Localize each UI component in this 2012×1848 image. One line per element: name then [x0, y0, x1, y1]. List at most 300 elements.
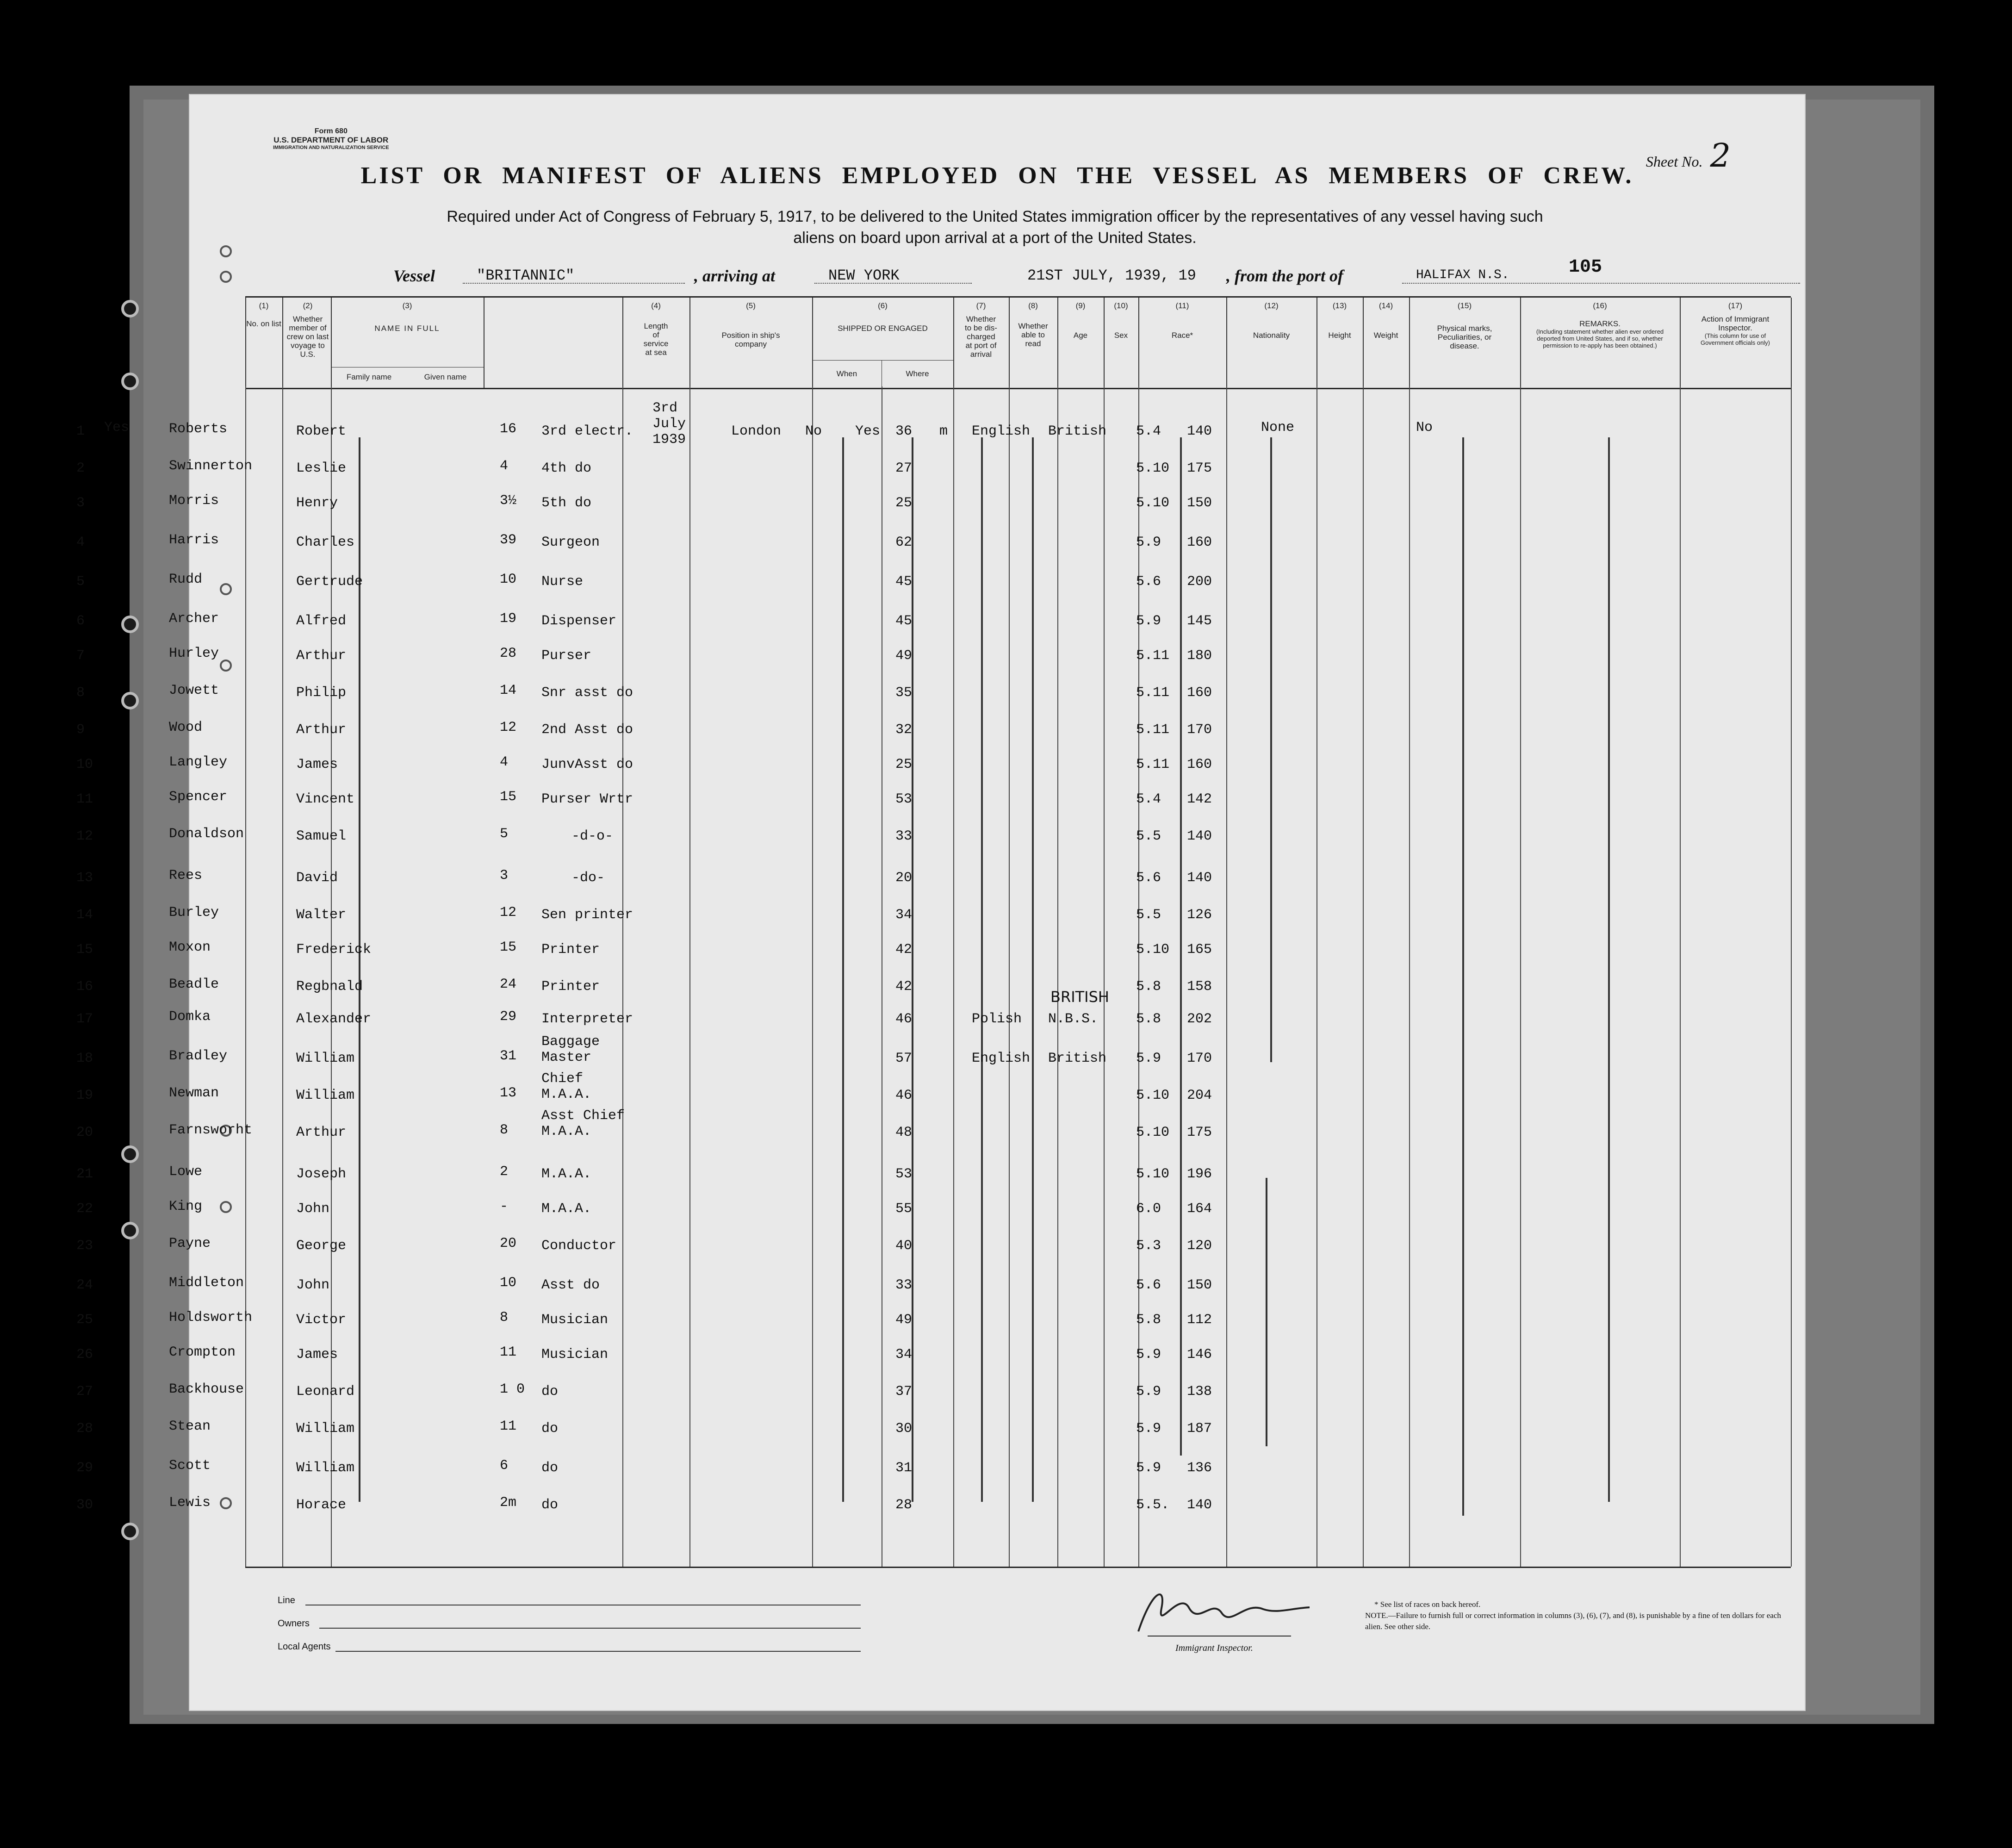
given-name: James	[296, 1347, 338, 1363]
col11-header: (11) Race*	[1171, 301, 1193, 340]
ditto-line	[981, 437, 983, 1502]
col7-header: (7) Whether to be dis-charged at port of arrival	[965, 301, 997, 359]
col16-header: (16) REMARKS. (Including statement whether alien ever ordered deported from United States, and if so, whether permission to re-apply has been obtained.)	[1536, 301, 1664, 349]
family-name: Harris	[169, 532, 219, 548]
family-name: Backhouse	[169, 1381, 244, 1397]
height: 5.9	[1136, 535, 1161, 550]
age: 45	[895, 574, 913, 590]
service-length: 4	[500, 458, 509, 474]
weight: 160	[1187, 685, 1212, 701]
race-note: * See list of races on back hereof.	[1374, 1600, 1481, 1609]
age: 25	[895, 495, 913, 511]
page-reference-number: 105	[1569, 257, 1602, 278]
where-header: Where	[906, 369, 929, 378]
service-length: 20	[500, 1236, 517, 1251]
service-length: 39	[500, 532, 517, 548]
col17-header: (17) Action of Immigrant Inspector. (This column for use of Government officials only)	[1700, 301, 1770, 346]
family-name: Bradley	[169, 1048, 228, 1064]
local-agents-label: Local Agents	[278, 1642, 331, 1652]
given-name: Charles	[296, 535, 355, 550]
row-number: 25	[76, 1312, 93, 1328]
ditto-line	[1608, 437, 1610, 1502]
row-number: 2	[76, 460, 85, 476]
service-length: 6	[500, 1458, 509, 1474]
family-name: Morris	[169, 493, 219, 509]
position-line-1: Asst Chief	[541, 1108, 625, 1124]
weight: 126	[1187, 907, 1212, 923]
family-name: Burley	[169, 905, 219, 921]
given-name: Gertrude	[296, 574, 363, 590]
given-name: Philip	[296, 685, 347, 701]
height: 5.11	[1136, 685, 1170, 701]
service-length: 10	[500, 1275, 517, 1291]
service-length: 2	[500, 1164, 509, 1180]
physical-marks: None	[1261, 420, 1295, 436]
ship-position: 4th do	[541, 460, 592, 476]
family-name: Lewis	[169, 1495, 211, 1511]
form-identifier	[273, 127, 389, 150]
row-number: 1	[76, 423, 85, 439]
age: 53	[895, 791, 913, 807]
service-length: 24	[500, 977, 517, 992]
ship-position: -d-o-	[571, 828, 614, 844]
age: 42	[895, 942, 913, 958]
given-name: Henry	[296, 495, 338, 511]
height: 5.11	[1136, 722, 1170, 738]
age: 36	[895, 423, 913, 439]
height: 5.11	[1136, 648, 1170, 664]
position-line-1: Baggage	[541, 1034, 600, 1050]
height: 5.10	[1136, 460, 1170, 476]
family-name: Langley	[169, 754, 228, 770]
ditto-line	[1270, 437, 1272, 1062]
binder-hole	[121, 692, 139, 709]
age: 25	[895, 757, 913, 772]
service-length: 1 0	[500, 1381, 525, 1397]
age: 55	[895, 1201, 913, 1217]
given-name: William	[296, 1051, 355, 1066]
height: 5.8	[1136, 1312, 1161, 1328]
given-name: William	[296, 1460, 355, 1476]
row-number: 17	[76, 1011, 93, 1027]
ship-position: Nurse	[541, 574, 584, 590]
given-name: David	[296, 870, 338, 886]
arriving-dotted-line	[814, 283, 972, 284]
age: 34	[895, 907, 913, 923]
service-length: 28	[500, 646, 517, 661]
given-name: Arthur	[296, 1125, 347, 1140]
ship-position: JunvAsst do	[541, 757, 633, 772]
weight: 142	[1187, 791, 1212, 807]
owners-field	[319, 1628, 861, 1629]
weight: 140	[1187, 423, 1212, 439]
height: 5.5.	[1136, 1497, 1170, 1513]
weight: 145	[1187, 613, 1212, 629]
age: 48	[895, 1125, 913, 1140]
service-length: 13	[500, 1085, 517, 1101]
col15-header: (15) Physical marks, Peculiarities, or disease.	[1437, 301, 1492, 350]
from-port-label: , from the port of	[1226, 267, 1344, 285]
ditto-line	[1032, 437, 1034, 1502]
ship-position: M.A.A.	[541, 1201, 592, 1217]
position-line-2: M.A.A.	[541, 1087, 592, 1102]
ship-position: Musician	[541, 1347, 609, 1363]
height: 5.8	[1136, 979, 1161, 995]
service-length: 15	[500, 789, 517, 805]
ditto-line	[1180, 437, 1182, 1456]
row-number: 15	[76, 942, 93, 958]
weight: 170	[1187, 1051, 1212, 1066]
ring-mark	[220, 660, 232, 672]
ship-position: M.A.A.	[541, 1166, 592, 1182]
family-name: Newman	[169, 1085, 219, 1101]
height: 5.9	[1136, 1384, 1161, 1400]
family-name: Middleton	[169, 1275, 244, 1291]
weight: 170	[1187, 722, 1212, 738]
age: 32	[895, 722, 913, 738]
height: 5.4	[1136, 423, 1161, 439]
height: 5.3	[1136, 1238, 1161, 1254]
age: 28	[895, 1497, 913, 1513]
row-number: 20	[76, 1125, 93, 1140]
ship-position: do	[541, 1421, 559, 1437]
shipped-subheader-rule	[812, 360, 953, 361]
from-port-dotted-line	[1402, 283, 1800, 284]
height: 5.10	[1136, 1088, 1170, 1103]
binder-hole	[121, 373, 139, 390]
family-name: Stean	[169, 1419, 211, 1434]
table-body	[245, 386, 1791, 1568]
row-number: 9	[76, 722, 85, 738]
weight: 196	[1187, 1166, 1212, 1182]
ship-position: Interpreter	[541, 1011, 633, 1027]
line-label: Line	[278, 1595, 295, 1605]
shipped-where: London	[731, 423, 782, 439]
col6-header: (6) SHIPPED OR ENGAGED	[838, 301, 928, 333]
family-name: Payne	[169, 1236, 211, 1251]
remarks: No	[1416, 420, 1433, 436]
weight: 175	[1187, 460, 1212, 476]
service-length: 15	[500, 940, 517, 955]
manifest-sheet	[76, 95, 1805, 1710]
able-to-read: Yes	[855, 423, 881, 439]
document-title: LIST OR MANIFEST OF ALIENS EMPLOYED ON THE VESSEL AS MEMBERS OF CREW.	[360, 162, 1634, 189]
service-length: 11	[500, 1419, 517, 1434]
row-number: 11	[76, 791, 93, 807]
weight: 140	[1187, 870, 1212, 886]
family-name: Donaldson	[169, 826, 244, 842]
ditto-line	[842, 437, 844, 1502]
ditto-line	[359, 437, 360, 1502]
weight: 160	[1187, 757, 1212, 772]
ditto-line	[1462, 437, 1464, 1516]
ditto-line	[1266, 1178, 1267, 1446]
service-length: 29	[500, 1009, 517, 1025]
col9-header: (9) Age	[1073, 301, 1088, 340]
when-header: When	[836, 369, 857, 378]
weight: 150	[1187, 1277, 1212, 1293]
weight: 140	[1187, 1497, 1212, 1513]
height: 5.6	[1136, 574, 1161, 590]
row-number: 5	[76, 574, 85, 590]
local-agents-field	[335, 1651, 861, 1652]
family-name: Rudd	[169, 572, 203, 587]
height: 5.9	[1136, 613, 1161, 629]
given-name: George	[296, 1238, 347, 1254]
ship-position: 3rd electr.	[541, 423, 633, 439]
given-name: James	[296, 757, 338, 772]
col1-header: (1) No. on list	[246, 301, 281, 328]
col10-header: (10) Sex	[1114, 301, 1128, 340]
ditto-line	[912, 437, 913, 1502]
ship-position: Surgeon	[541, 535, 600, 550]
family-name: Roberts	[169, 421, 228, 437]
service-length: 3	[500, 868, 509, 884]
weight: 138	[1187, 1384, 1212, 1400]
service-length: -	[500, 1199, 509, 1214]
row-number: 16	[76, 979, 93, 995]
ship-position: do	[541, 1384, 559, 1400]
binder-hole	[121, 1145, 139, 1163]
service-length: 8	[500, 1310, 509, 1325]
row-number: 13	[76, 870, 93, 886]
from-port: HALIFAX N.S.	[1416, 268, 1509, 282]
family-name: Lowe	[169, 1164, 203, 1180]
age: 46	[895, 1088, 913, 1103]
ship-position: Purser Wrtr	[541, 791, 633, 807]
given-name: Regbnald	[296, 979, 363, 995]
age: 49	[895, 648, 913, 664]
age: 33	[895, 1277, 913, 1293]
row-number: 3	[76, 495, 85, 511]
age: 45	[895, 613, 913, 629]
row-number: 19	[76, 1088, 93, 1103]
family-name: Crompton	[169, 1344, 236, 1360]
row-number: 24	[76, 1277, 93, 1293]
weight: 187	[1187, 1421, 1212, 1437]
age: 35	[895, 685, 913, 701]
footer-notes	[1365, 1599, 1791, 1632]
height: 5.9	[1136, 1051, 1161, 1066]
shipped-when: 3rd July 1939	[652, 400, 686, 448]
ring-mark	[220, 1497, 232, 1509]
given-name: Vincent	[296, 791, 355, 807]
vessel-name: "BRITANNIC"	[477, 267, 575, 284]
weight: 140	[1187, 828, 1212, 844]
position-line-1: Chief	[541, 1071, 584, 1087]
col8-header: (8) Whether able to read	[1018, 301, 1048, 348]
subtitle-line-1: Required under Act of Congress of February 5, 1917, to be delivered to the United States immigration officer by the representatives of any vessel having such	[447, 208, 1543, 225]
weight: 112	[1187, 1312, 1212, 1328]
position-line-2: M.A.A.	[541, 1124, 592, 1139]
given-name: Arthur	[296, 722, 347, 738]
ring-mark	[220, 245, 232, 257]
given-name: Samuel	[296, 828, 347, 844]
given-name: Victor	[296, 1312, 347, 1328]
row-number: 18	[76, 1051, 93, 1066]
service-length: 12	[500, 720, 517, 735]
discharged-at-port: No	[805, 423, 822, 439]
ship-position: Conductor	[541, 1238, 617, 1254]
height: 5.6	[1136, 1277, 1161, 1293]
given-name: William	[296, 1421, 355, 1437]
weight: 175	[1187, 1125, 1212, 1140]
age: 46	[895, 1011, 913, 1027]
col14-header: (14) Weight	[1373, 301, 1398, 340]
height: 5.9	[1136, 1460, 1161, 1476]
sheet-number-value: 2	[1710, 137, 1731, 174]
ship-position: Printer	[541, 979, 600, 995]
row-number: 27	[76, 1384, 93, 1400]
col12-header: (12) Nationality	[1253, 301, 1290, 340]
ring-mark	[220, 583, 232, 595]
weight: 204	[1187, 1088, 1212, 1103]
race: Polish	[972, 1011, 1022, 1027]
inspector-label: Immigrant Inspector.	[1175, 1643, 1253, 1653]
crew-last-voyage: Yes	[104, 420, 130, 436]
family-name: Scott	[169, 1458, 211, 1474]
vessel-info-line	[190, 257, 1805, 289]
height: 5.8	[1136, 1011, 1161, 1027]
family-name-header: Family name	[346, 373, 392, 381]
ship-position: Purser	[541, 648, 592, 664]
age: 40	[895, 1238, 913, 1254]
weight: 160	[1187, 535, 1212, 550]
family-name: Domka	[169, 1009, 211, 1025]
form-number: Form 680	[314, 127, 348, 135]
age: 42	[895, 979, 913, 995]
row-number: 23	[76, 1238, 93, 1254]
weight: 202	[1187, 1011, 1212, 1027]
family-name: Spencer	[169, 789, 228, 805]
row-number: 22	[76, 1201, 93, 1217]
given-name: William	[296, 1088, 355, 1103]
arriving-label: , arriving at	[694, 267, 776, 285]
race: English	[972, 423, 1031, 439]
given-name: Horace	[296, 1497, 347, 1513]
ship-position: Dispenser	[541, 613, 617, 629]
age: 27	[895, 460, 913, 476]
age: 20	[895, 870, 913, 886]
age: 62	[895, 535, 913, 550]
sheet-label: Sheet No.	[1646, 153, 1703, 170]
col-divider	[1791, 298, 1792, 388]
binder-hole	[121, 1222, 139, 1239]
height: 5.11	[1136, 757, 1170, 772]
ship-position: 5th do	[541, 495, 592, 511]
ship-position: Sen printer	[541, 907, 633, 923]
service-length: 19	[500, 611, 517, 627]
service-length: 14	[500, 683, 517, 698]
age: 53	[895, 1166, 913, 1182]
service-length: 31	[500, 1048, 517, 1064]
nationality-correction: BRITISH	[1050, 988, 1109, 1006]
weight: 158	[1187, 979, 1212, 995]
weight: 180	[1187, 648, 1212, 664]
row-number: 29	[76, 1460, 93, 1476]
family-name: Beadle	[169, 977, 219, 992]
arriving-port: NEW YORK	[828, 267, 900, 284]
nationality: British	[1048, 1051, 1107, 1066]
age: 57	[895, 1051, 913, 1066]
ship-position: Musician	[541, 1312, 609, 1328]
family-name: Wood	[169, 720, 203, 735]
service-length: 11	[500, 1344, 517, 1360]
row-number: 21	[76, 1166, 93, 1182]
family-name: King	[169, 1199, 203, 1214]
binder-hole	[121, 616, 139, 633]
weight: 146	[1187, 1347, 1212, 1363]
height: 5.10	[1136, 1125, 1170, 1140]
row-number: 28	[76, 1421, 93, 1437]
height: 5.10	[1136, 942, 1170, 958]
row-number: 8	[76, 685, 85, 701]
given-name: Walter	[296, 907, 347, 923]
ship-position: Asst do	[541, 1277, 600, 1293]
service-name: IMMIGRATION AND NATURALIZATION SERVICE	[273, 145, 389, 150]
ship-position: Printer	[541, 942, 600, 958]
height: 5.9	[1136, 1421, 1161, 1437]
ship-position: -do-	[571, 870, 605, 886]
table-header	[245, 296, 1791, 389]
inspector-signature	[1124, 1580, 1319, 1645]
family-name: Swinnerton	[169, 458, 253, 474]
document-subtitle	[329, 206, 1661, 249]
row-number: 14	[76, 907, 93, 923]
service-length: 5	[500, 826, 509, 842]
given-name: Leslie	[296, 460, 347, 476]
row-number: 26	[76, 1347, 93, 1363]
given-name: Frederick	[296, 942, 372, 958]
height: 6.0	[1136, 1201, 1161, 1217]
given-name-header: Given name	[424, 373, 467, 381]
vessel-label: Vessel	[393, 267, 435, 285]
height: 5.5	[1136, 907, 1161, 923]
family-name: Holdsworth	[169, 1310, 253, 1325]
vessel-dotted-line	[463, 283, 685, 284]
age: 34	[895, 1347, 913, 1363]
col-divider	[282, 298, 283, 388]
penalty-note: NOTE.—Failure to furnish full or correct information in columns (3), (6), (7), and (8), is punishable by a fine of ten dollars for each alien. See other side.	[1365, 1611, 1781, 1631]
weight: 136	[1187, 1460, 1212, 1476]
family-name: Moxon	[169, 940, 211, 955]
age: 31	[895, 1460, 913, 1476]
height: 5.4	[1136, 791, 1161, 807]
race: English	[972, 1051, 1031, 1066]
service-length: 12	[500, 905, 517, 921]
weight: 164	[1187, 1201, 1212, 1217]
ship-position: do	[541, 1460, 559, 1476]
ship-position: Snr asst do	[541, 685, 633, 701]
col13-header: (13) Height	[1328, 301, 1351, 340]
service-length: 8	[500, 1122, 509, 1138]
nationality: N.B.S.	[1048, 1011, 1099, 1027]
age: 33	[895, 828, 913, 844]
col2-header: (2) Whether member of crew on last voyage to U.S.	[286, 301, 329, 359]
given-name: Joseph	[296, 1166, 347, 1182]
given-name: Alfred	[296, 613, 347, 629]
row-number: 12	[76, 828, 93, 844]
height: 5.9	[1136, 1347, 1161, 1363]
age: 30	[895, 1421, 913, 1437]
height: 5.10	[1136, 495, 1170, 511]
given-name: John	[296, 1201, 330, 1217]
arrival-date: 21ST JULY, 1939, 19	[1027, 267, 1196, 284]
height: 5.6	[1136, 870, 1161, 886]
service-length: 3½	[500, 493, 517, 509]
family-name: Farnsworht	[169, 1122, 253, 1138]
col4-header: (4) Length of service at sea	[643, 301, 669, 357]
